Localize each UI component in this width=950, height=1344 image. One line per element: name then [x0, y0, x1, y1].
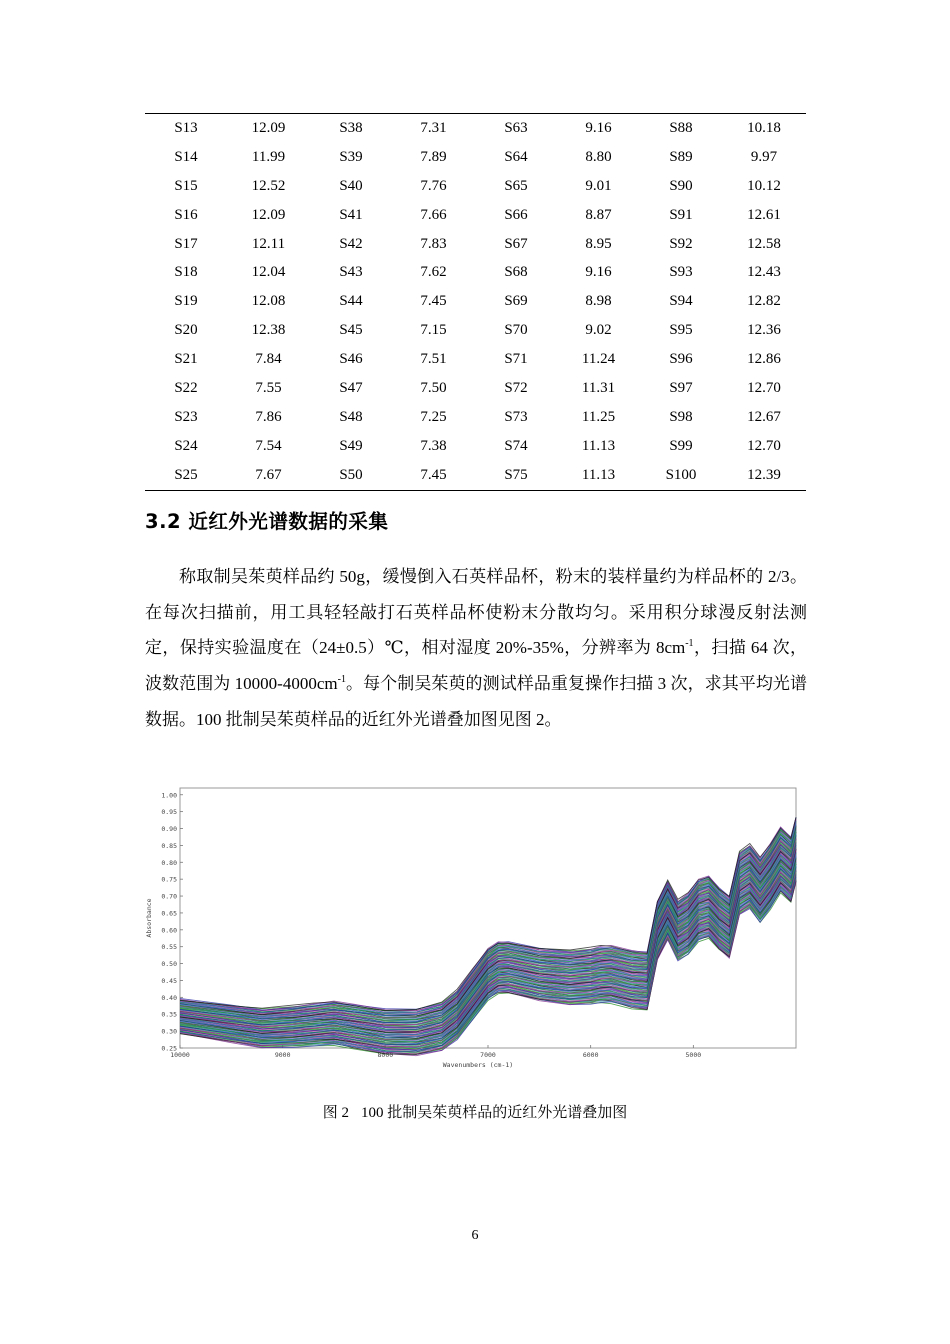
sample-id-cell: S14	[174, 148, 198, 165]
sample-id-cell: S90	[669, 177, 693, 194]
y-tick-label: 0.75	[161, 875, 177, 884]
superscript-2: -1	[337, 674, 346, 686]
sample-id-cell: S24	[174, 437, 198, 454]
sample-id-cell: S50	[339, 466, 363, 483]
figure-caption	[0, 1101, 950, 1122]
x-tick-label: 6000	[582, 1051, 599, 1059]
y-tick-label: 0.45	[161, 976, 177, 985]
sample-value-cell: 9.16	[585, 119, 612, 136]
sample-id-cell: S48	[339, 408, 363, 425]
sample-id-cell: S21	[174, 351, 198, 368]
sample-value-cell: 9.01	[585, 177, 612, 194]
y-tick-label: 0.35	[161, 1010, 177, 1019]
sample-value-cell: 12.04	[251, 264, 286, 281]
sample-id-cell: S18	[174, 264, 198, 281]
sample-id-cell: S15	[174, 177, 198, 194]
sample-id-cell: S100	[665, 466, 697, 483]
sample-id-cell: S67	[504, 235, 528, 252]
sample-value-cell: 10.18	[747, 119, 781, 136]
sample-value-cell: 9.97	[750, 148, 778, 165]
sample-value-table	[145, 114, 806, 490]
table-body	[145, 114, 806, 490]
sample-value-cell: 7.51	[420, 351, 447, 368]
sample-id-cell: S25	[174, 466, 198, 483]
sample-value-cell: 12.58	[747, 235, 781, 252]
table-row	[145, 114, 806, 143]
y-tick-label: 0.30	[161, 1027, 177, 1036]
sample-id-cell: S22	[174, 379, 198, 396]
table-row	[145, 316, 806, 345]
sample-id-cell: S41	[339, 206, 363, 223]
x-tick-label: 8000	[377, 1051, 394, 1059]
sample-id-cell: S45	[339, 322, 363, 339]
sample-value-cell: 7.84	[255, 351, 282, 368]
sample-value-cell: 12.08	[251, 293, 286, 310]
sample-value-cell: 12.39	[747, 466, 781, 483]
table-row	[145, 432, 806, 461]
sample-id-cell: S74	[504, 437, 528, 454]
sample-value-cell: 11.24	[581, 351, 616, 368]
sample-id-cell: S46	[339, 351, 363, 368]
sample-value-cell: 7.25	[420, 408, 447, 425]
superscript-1: -1	[685, 638, 694, 650]
sample-value-cell: 11.31	[581, 379, 616, 396]
sample-value-cell: 7.45	[420, 293, 447, 310]
sample-value-cell: 11.13	[581, 437, 616, 454]
sample-value-cell: 7.89	[420, 148, 447, 165]
table-row	[145, 201, 806, 230]
sample-id-cell: S38	[339, 119, 363, 136]
sample-id-cell: S98	[669, 408, 693, 425]
sample-value-cell: 11.13	[581, 466, 616, 483]
sample-value-cell: 12.67	[747, 408, 781, 425]
sample-value-cell: 7.45	[420, 466, 447, 483]
sample-value-cell: 12.43	[747, 264, 781, 281]
sample-id-cell: S96	[669, 351, 693, 368]
sample-id-cell: S20	[174, 322, 198, 339]
sample-value-cell: 7.50	[420, 379, 447, 396]
x-tick-label: 7000	[480, 1051, 496, 1059]
sample-id-cell: S99	[669, 437, 693, 454]
sample-id-cell: S73	[504, 408, 528, 425]
sample-value-cell: 7.62	[420, 264, 447, 281]
x-axis-label: Wavenumbers (cm-1)	[442, 1061, 514, 1069]
sample-id-cell: S39	[339, 148, 363, 165]
sample-value-cell: 7.38	[420, 437, 447, 454]
sample-id-cell: S40	[339, 177, 363, 194]
table-row	[145, 230, 806, 259]
figure-caption-label: 图 2	[322, 1105, 349, 1121]
sample-value-cell: 12.82	[747, 293, 781, 310]
sample-id-cell: S66	[504, 206, 528, 223]
y-tick-label: 0.70	[161, 892, 177, 901]
sample-id-cell: S68	[504, 264, 528, 281]
sample-value-cell: 7.83	[420, 235, 447, 252]
x-tick-label: 10000	[170, 1051, 190, 1059]
sample-id-cell: S91	[669, 206, 693, 223]
sample-id-cell: S64	[504, 148, 528, 165]
x-tick-label: 9000	[274, 1051, 291, 1059]
y-tick-label: 0.60	[161, 926, 177, 935]
y-tick-label: 0.85	[161, 841, 177, 850]
sample-value-cell: 12.36	[747, 322, 781, 339]
sample-value-cell: 7.76	[420, 177, 447, 194]
sample-value-cell: 12.11	[251, 235, 286, 252]
paragraph-text-1: 称取制吴茱萸样品约 50g，缓慢倒入石英样品杯，粉末的装样量约为样品杯的 2/3。在每次扫描前，用工具轻轻敲打石英样品杯使粉末分散均匀。采用积分球漫反射法测定，保持实验温度在（24±0.5）℃，相对湿度 20%-35%，分辨率为 8cm	[145, 567, 807, 658]
paragraph-text-2: ，扫描 64 次，波数范围为 10000-4000cm	[145, 638, 807, 694]
y-tick-label: 0.90	[161, 825, 177, 834]
sample-id-cell: S44	[339, 293, 363, 310]
sample-value-cell: 12.52	[251, 177, 286, 194]
sample-value-cell: 12.61	[747, 206, 781, 223]
sample-id-cell: S88	[669, 119, 693, 136]
sample-id-cell: S13	[174, 119, 198, 136]
sample-value-cell: 8.95	[585, 235, 612, 252]
sample-value-cell: 12.09	[251, 206, 286, 223]
sample-id-cell: S49	[339, 437, 363, 454]
table-row	[145, 374, 806, 403]
sample-value-cell: 9.02	[585, 322, 612, 339]
y-tick-label: 0.25	[161, 1044, 177, 1053]
sample-id-cell: S97	[669, 379, 693, 396]
nir-spectra-chart	[144, 784, 806, 1074]
nir-spectra-figure	[144, 784, 806, 1074]
sample-value-cell: 11.99	[251, 148, 286, 165]
sample-id-cell: S23	[174, 408, 198, 425]
sample-id-cell: S63	[504, 119, 528, 136]
figure-caption-text: 100 批制吴茱萸样品的近红外光谱叠加图	[361, 1105, 628, 1121]
sample-id-cell: S17	[174, 235, 198, 252]
table-row	[145, 461, 806, 490]
sample-id-cell: S47	[339, 379, 363, 396]
table-row	[145, 172, 806, 201]
table-row	[145, 403, 806, 432]
sample-id-cell: S70	[504, 322, 528, 339]
sample-id-cell: S42	[339, 235, 363, 252]
table-row	[145, 258, 806, 287]
y-tick-label: 0.55	[161, 943, 177, 952]
table-row	[145, 143, 806, 172]
sample-id-cell: S43	[339, 264, 363, 281]
sample-id-cell: S16	[174, 206, 198, 223]
sample-value-cell: 8.80	[585, 148, 612, 165]
sample-value-cell: 7.66	[420, 206, 447, 223]
sample-value-cell: 7.54	[255, 437, 282, 454]
section-heading: 3.2 近红外光谱数据的采集	[145, 510, 389, 533]
y-tick-label: 0.50	[161, 960, 177, 969]
sample-value-cell: 7.86	[255, 408, 282, 425]
y-axis-label: Absorbance	[145, 898, 153, 938]
y-tick-label: 0.95	[161, 808, 177, 817]
table-row	[145, 345, 806, 374]
sample-id-cell: S72	[504, 379, 528, 396]
sample-value-cell: 8.87	[585, 206, 612, 223]
body-paragraph	[145, 559, 807, 738]
sample-value-cell: 11.25	[581, 408, 616, 425]
sample-value-cell: 12.86	[747, 351, 781, 368]
sample-value-cell: 12.70	[747, 379, 781, 396]
data-table	[145, 113, 806, 491]
y-tick-label: 0.40	[161, 993, 177, 1002]
table-bottom-rule	[145, 490, 806, 491]
sample-value-cell: 7.15	[420, 322, 447, 339]
sample-value-cell: 9.16	[585, 264, 612, 281]
sample-value-cell: 7.55	[255, 379, 282, 396]
sample-value-cell: 10.12	[747, 177, 781, 194]
sample-id-cell: S69	[504, 293, 528, 310]
sample-value-cell: 12.38	[251, 322, 286, 339]
sample-id-cell: S89	[669, 148, 693, 165]
sample-id-cell: S65	[504, 177, 528, 194]
y-tick-label: 0.65	[161, 909, 177, 918]
sample-id-cell: S92	[669, 235, 693, 252]
sample-id-cell: S19	[174, 293, 198, 310]
sample-value-cell: 12.70	[747, 437, 781, 454]
sample-id-cell: S95	[669, 322, 693, 339]
sample-id-cell: S93	[669, 264, 693, 281]
sample-id-cell: S94	[669, 293, 693, 310]
sample-value-cell: 7.31	[420, 119, 447, 136]
table-row	[145, 287, 806, 316]
sample-id-cell: S75	[504, 466, 528, 483]
sample-id-cell: S71	[504, 351, 528, 368]
page-number: 6	[471, 1228, 479, 1243]
sample-value-cell: 8.98	[585, 293, 612, 310]
x-tick-label: 5000	[685, 1051, 702, 1059]
sample-value-cell: 12.09	[251, 119, 286, 136]
sample-value-cell: 7.67	[255, 466, 282, 483]
paragraph-text-3: 。每个制吴茱萸的测试样品重复操作扫描 3 次，求其平均光谱数据。100 批制吴茱萸样品的近红外光谱叠加图见图 2。	[145, 674, 808, 729]
y-tick-label: 1.00	[161, 791, 177, 800]
y-tick-label: 0.80	[161, 858, 177, 867]
